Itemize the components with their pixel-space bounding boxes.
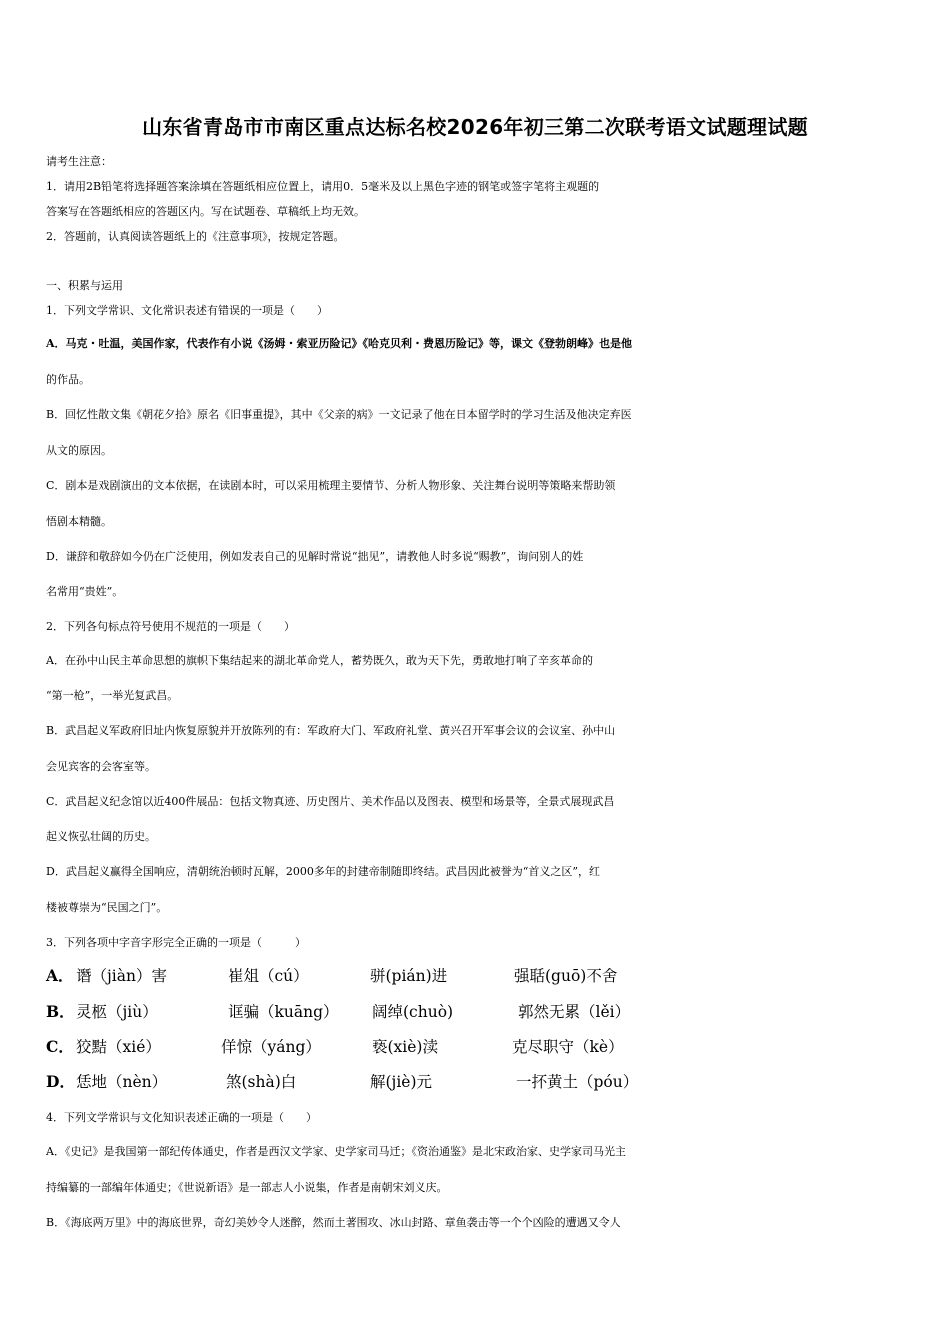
option-item: 崔俎（cú） — [228, 967, 309, 985]
question-2-option-c-cont: 起义恢弘壮阔的历史。 — [46, 830, 156, 843]
section-heading: 一、积累与运用 — [46, 279, 123, 292]
option-label: A． — [46, 966, 74, 985]
question-4-option-a: A．《史记》是我国第一部纪传体通史，作者是西汉文学家、史学家司马迁；《资治通鉴》是北宋政治家、史学家司马光主 — [46, 1145, 626, 1158]
option-item: 谮（jiàn）害 — [76, 967, 167, 985]
question-2-option-c: C．武昌起义纪念馆以近400件展品：包括文物真迹、历史图片、美术作品以及图表、模型和场景等，全景式展现武昌 — [46, 795, 615, 808]
notice-item-2: 2．答题前，认真阅读答题纸上的《注意事项》，按规定答题。 — [46, 230, 345, 243]
notice-heading: 请考生注意： — [46, 155, 112, 168]
notice-item-1-line-2: 答案写在答题纸相应的答题区内。写在试题卷、草稿纸上均无效。 — [46, 205, 365, 218]
option-item: 煞(shà)白 — [226, 1073, 297, 1091]
option-item: 骈(pián)进 — [370, 967, 448, 985]
question-1-option-b-cont: 从文的原因。 — [46, 444, 112, 457]
question-2-stem: 2．下列各句标点符号使用不规范的一项是（ ） — [46, 620, 295, 633]
question-3-stem: 3．下列各项中字音字形完全正确的一项是（ ） — [46, 936, 306, 949]
question-1-option-a-cont: 的作品。 — [46, 373, 90, 386]
question-2-option-b-cont: 会见宾客的会客室等。 — [46, 760, 156, 773]
option-item: 阔绰(chuò) — [372, 1003, 454, 1021]
option-item: 灵柩（jiù） — [76, 1003, 158, 1021]
option-item: 解(jiè)元 — [370, 1073, 433, 1091]
question-2-option-d: D．武昌起义赢得全国响应，清朝统治顿时瓦解，2000多年的封建帝制随即终结。武昌因此被誉为“首义之区”，红 — [46, 865, 601, 878]
option-item: 强聒(guō)不舍 — [514, 967, 618, 985]
option-item: 佯惊（yáng） — [221, 1038, 321, 1056]
question-2-option-a-cont: “第一枪”，一举光复武昌。 — [46, 689, 179, 702]
question-1-option-a: A．马克・吐温，美国作家，代表作有小说《汤姆・索亚历险记》《哈克贝利・费恩历险记》等，课文《登勃朗峰》也是他 — [46, 337, 633, 350]
question-2-option-d-cont: 楼被尊崇为“民国之门”。 — [46, 901, 168, 914]
option-item: 郭然无累（lěi） — [518, 1003, 631, 1021]
option-item: 恁地（nèn） — [76, 1073, 168, 1091]
question-1-option-b: B．回忆性散文集《朝花夕拾》原名《旧事重提》，其中《父亲的病》一文记录了他在日本留学时的学习生活及他决定弃医 — [46, 408, 632, 421]
option-item: 诓骗（kuāng） — [228, 1003, 339, 1021]
option-label: B． — [46, 1002, 75, 1021]
question-2-option-b: B．武昌起义军政府旧址内恢复原貌并开放陈列的有：军政府大门、军政府礼堂、黄兴召开军事会议的会议室、孙中山 — [46, 724, 616, 737]
page-title: 山东省青岛市市南区重点达标名校2026年初三第二次联考语文试题理试题 — [142, 115, 808, 139]
option-label: C． — [46, 1037, 74, 1056]
question-2-option-a: A．在孙中山民主革命思想的旗帜下集结起来的湖北革命党人，蓄势既久，敢为天下先，勇敢地打响了辛亥革命的 — [46, 654, 593, 667]
option-item: 克尽职守（kè） — [512, 1038, 624, 1056]
question-1-option-c: C．剧本是戏剧演出的文本依据，在读剧本时，可以采用梳理主要情节、分析人物形象、关注舞台说明等策略来帮助领 — [46, 479, 616, 492]
option-item: 亵(xiè)渎 — [372, 1038, 438, 1056]
option-item: 狡黠（xié） — [76, 1038, 161, 1056]
question-4-option-a-cont: 持编纂的一部编年体通史；《世说新语》是一部志人小说集，作者是南朝宋刘义庆。 — [46, 1181, 448, 1194]
option-label: D． — [46, 1072, 75, 1091]
question-4-option-b: B．《海底两万里》中的海底世界，奇幻美妙令人迷醉，然而土著围攻、冰山封路、章鱼袭击等一个个凶险的遭遇又令人 — [46, 1216, 621, 1229]
question-1-option-d: D．谦辞和敬辞如今仍在广泛使用，例如发表自己的见解时常说“拙见”，请教他人时多说“赐教”，询问别人的姓 — [46, 550, 584, 563]
question-1-stem: 1．下列文学常识、文化常识表述有错误的一项是（ ） — [46, 304, 328, 317]
question-1-option-c-cont: 悟剧本精髓。 — [46, 515, 112, 528]
question-1-option-d-cont: 名常用“贵姓”。 — [46, 585, 124, 598]
notice-item-1-line-1: 1．请用2B铅笔将选择题答案涂填在答题纸相应位置上，请用0．5毫米及以上黑色字迹的钢笔或签字笔将主观题的 — [46, 180, 600, 193]
question-4-stem: 4．下列文学常识与文化知识表述正确的一项是（ ） — [46, 1111, 317, 1124]
option-item: 一抔黄土（póu） — [516, 1073, 639, 1091]
